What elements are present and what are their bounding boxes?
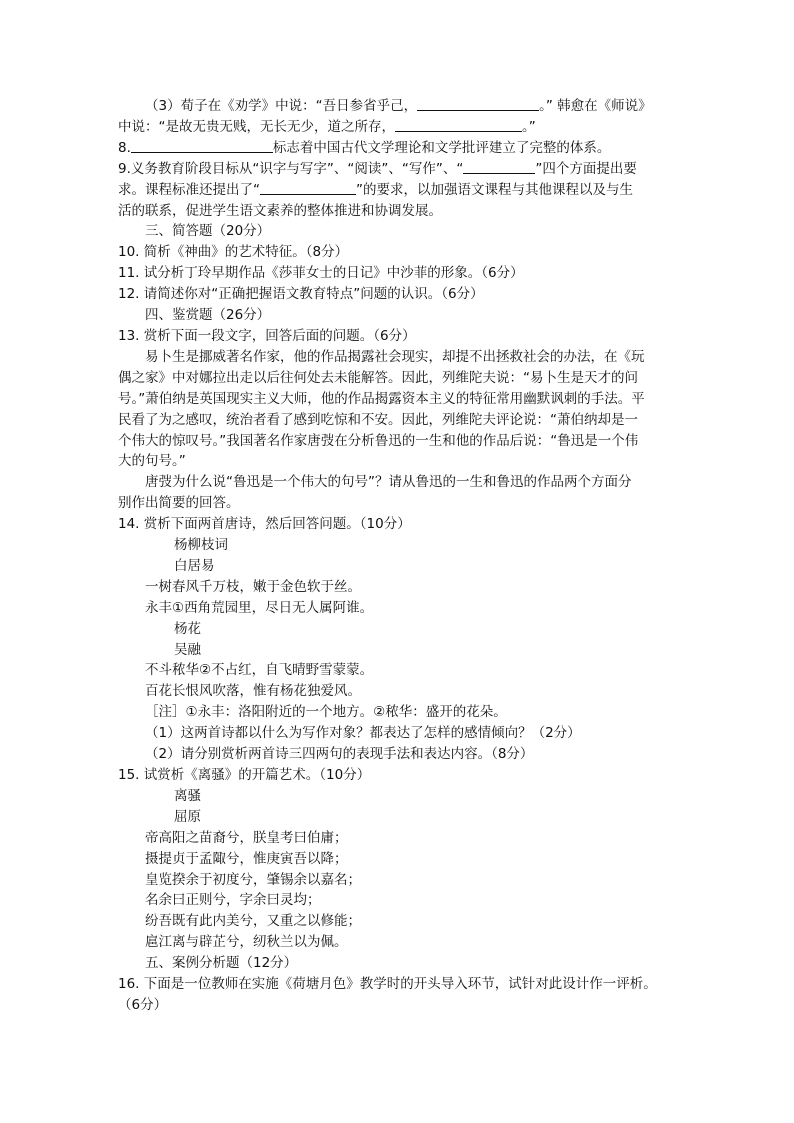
q14-stem: 14. 赏析下面两首唐诗，然后回答问题。（10分）: [118, 516, 411, 533]
q7-3-line1: （3）荀子在《劝学》中说：“吾日参省乎己， 。” 韩愈在《师说》: [145, 98, 652, 114]
q9-line1: 9.义务教育阶段目标从“识字与写字”、“阅读”、“写作”、“ ”四个方面提出要: [118, 160, 637, 177]
q9-line3: 活的联系，促进学生语文素养的整体推进和协调发展。: [118, 202, 442, 219]
q13-question: 别作出简要的回答。: [118, 495, 240, 512]
poem-line: 摄提贞于孟陬兮，惟庚寅吾以降；: [145, 850, 348, 867]
sub-question: （2）请分别赏析两首诗三四两句的表现手法和表达内容。（8分）: [145, 746, 534, 763]
poem-title: 杨柳枝词: [174, 537, 228, 554]
blank: [131, 138, 273, 153]
blank: [463, 159, 535, 174]
q10: 10. 简析《神曲》的艺术特征。（8分）: [118, 244, 349, 261]
q12: 12. 请简述你对“正确把握语文教育特点”问题的认识。（6分）: [118, 286, 484, 303]
poem-author: 白居易: [174, 557, 215, 574]
poem-line: 永丰①西角荒园里，尽日无人属阿谁。: [145, 599, 374, 616]
q13-passage-line: 个伟大的惊叹号。”我国著名作家唐弢在分析鲁迅的一生和他的作品后说：“鲁迅是一个伟: [118, 432, 639, 449]
section-heading: 三、简答题（20分）: [145, 223, 271, 240]
q15-stem: 15. 试赏析《离骚》的开篇艺术。（10分）: [118, 767, 371, 783]
blank: [417, 96, 539, 111]
poem-line: 不斗秾华②不占红，自飞晴野雪蒙蒙。: [145, 662, 374, 679]
q7-3-line2: 中说：“是故无贵无贱，无长无少，道之所存， 。”: [118, 118, 536, 135]
poem-title: 杨花: [174, 620, 201, 637]
poem-author: 吴融: [174, 641, 201, 658]
poem-title: 离骚: [174, 787, 201, 804]
poem-author: 屈原: [174, 808, 201, 825]
exam-page: [118, 96, 688, 1016]
poem-line: 名余曰正则兮，字余曰灵均；: [145, 892, 321, 909]
blank: [260, 180, 356, 195]
poem-line: 皇览揆余于初度兮，肇锡余以嘉名；: [145, 871, 361, 888]
poem-line: 扈江离与辟芷兮，纫秋兰以为佩。: [145, 934, 348, 951]
blank: [395, 117, 522, 132]
q13-passage-line: 号。”萧伯纳是英国现实主义大师，他的作品揭露资本主义的特征常用幽默讽刺的手法。平: [118, 390, 645, 407]
q13-stem: 13. 赏析下面一段文字，回答后面的问题。（6分）: [118, 327, 416, 344]
q16-line1: 16. 下面是一位教师在实施《荷塘月色》教学时的开头导入环节，试针对此设计作一评析。: [118, 976, 657, 993]
sub-question: （1）这两首诗都以什么为写作对象？都表达了怎样的感情倾向？（2分）: [145, 725, 581, 742]
poem-line: 百花长恨风吹落，惟有杨花独爱风。: [145, 683, 361, 700]
q8: 8. 标志着中国古代文学理论和文学批评建立了完整的体系。: [118, 139, 611, 156]
poem-line: 帝高阳之苗裔兮，朕皇考曰伯庸；: [145, 829, 348, 846]
poem-line: 纷吾既有此内美兮，又重之以修能；: [145, 913, 361, 930]
q13-passage-line: 偶之家》中对娜拉出走以后往何处去未能解答。因此，列维陀夫说：“易卜生是天才的问: [118, 369, 638, 386]
q16-line2: （6分）: [118, 996, 168, 1013]
q9-line2: 求。课程标准还提出了“ ”的要求，以加强语文课程与其他课程以及与生: [118, 181, 633, 198]
section-heading: 五、案例分析题（12分）: [145, 955, 298, 972]
q13-passage-line: 民看了为之感叹，统治者看了感到吃惊和不安。因此，列维陀夫评论说：“萧伯纳却是一: [118, 411, 638, 428]
section-heading: 四、鉴赏题（26分）: [145, 307, 271, 324]
q13-passage-line: 大的句号。”: [118, 453, 186, 470]
q13-passage-line: 易卜生是挪威著名作家，他的作品揭露社会现实，却提不出拯救社会的办法，在《玩: [145, 348, 645, 365]
poem-line: 一树春风千万枝，嫩于金色软于丝。: [145, 578, 361, 595]
q13-question: 唐弢为什么说“鲁迅是一个伟大的句号”？请从鲁迅的一生和鲁迅的作品两个方面分: [145, 474, 632, 491]
footnote: ［注］①永丰：洛阳附近的一个地方。②秾华：盛开的花朵。: [145, 704, 507, 721]
q11: 11. 试分析丁玲早期作品《莎菲女士的日记》中沙菲的形象。（6分）: [118, 265, 524, 282]
